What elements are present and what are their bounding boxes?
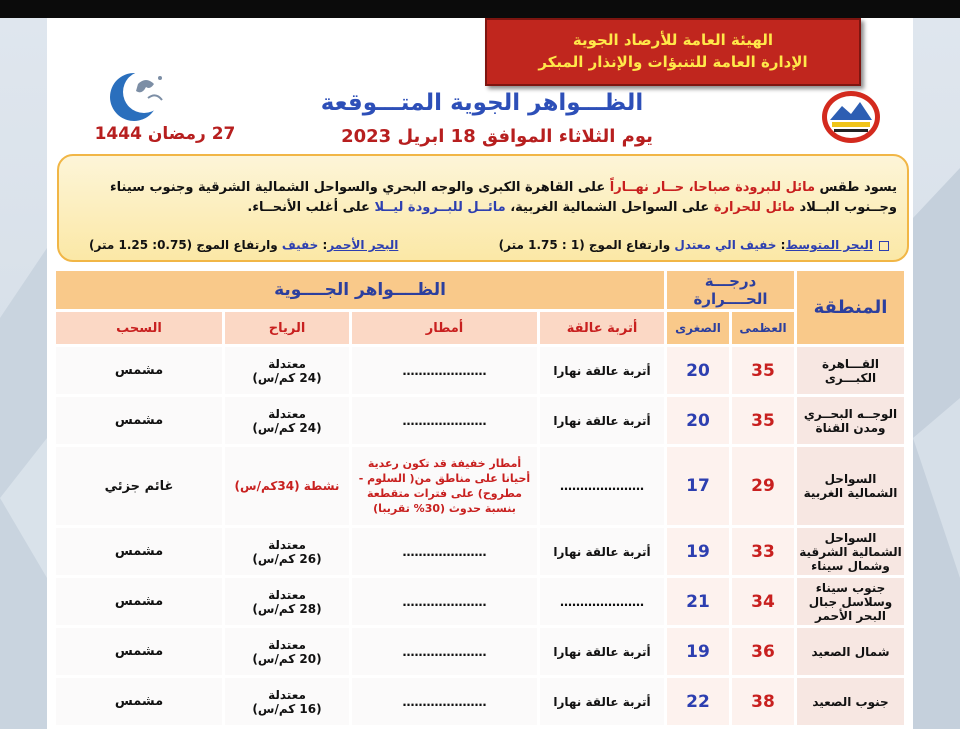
max-temp-cell: 36 bbox=[732, 628, 794, 675]
region-cell: الوجــه البحــري ومدن القناة bbox=[797, 397, 904, 444]
header-wind: الرياح bbox=[225, 312, 349, 344]
min-temp-cell: 19 bbox=[667, 528, 729, 575]
summary-line-1: يسود طقس مائل للبرودة صباحا، حــار نهــاراً على القاهرة الكبرى والوجه البحري والسواحل الشمالية الشرقية وجنوب سيناء bbox=[110, 180, 897, 195]
max-temp-cell: 34 bbox=[732, 578, 794, 625]
table-row bbox=[56, 397, 904, 444]
rain-cell: ………………… bbox=[352, 347, 537, 394]
wind-cell: معتدلة (28 كم/س) bbox=[225, 578, 349, 625]
org-department: الإدارة العامة للتنبؤات والإنذار المبكر bbox=[538, 53, 808, 71]
region-cell: جنوب الصعيد bbox=[797, 678, 904, 725]
clouds-cell: مشمس bbox=[56, 397, 222, 444]
header-region: المنطقة bbox=[797, 271, 904, 344]
wind-cell: معتدلة (24 كم/س) bbox=[225, 347, 349, 394]
table-header-row bbox=[56, 271, 904, 309]
header-max: العظمى bbox=[732, 312, 794, 344]
max-temp-cell: 35 bbox=[732, 347, 794, 394]
ramadan-crescent-icon bbox=[104, 64, 174, 124]
hijri-date: 27 رمضان 1444 bbox=[94, 124, 236, 144]
wind-cell: معتدلة (24 كم/س) bbox=[225, 397, 349, 444]
min-temp-cell: 17 bbox=[667, 447, 729, 525]
forecast-date: يوم الثلاثاء الموافق 18 ابريل 2023 bbox=[341, 126, 653, 147]
dust-cell: أتربة عالقة نهارا bbox=[540, 628, 664, 675]
bulletin-page bbox=[47, 18, 913, 729]
min-temp-cell: 20 bbox=[667, 347, 729, 394]
table-row bbox=[56, 528, 904, 575]
forecast-table bbox=[53, 268, 907, 728]
max-temp-cell: 35 bbox=[732, 397, 794, 444]
clouds-cell: مشمس bbox=[56, 347, 222, 394]
rain-cell: ………………… bbox=[352, 528, 537, 575]
org-name: الهيئة العامة للأرصاد الجوية bbox=[572, 31, 774, 49]
table-row bbox=[56, 447, 904, 525]
region-cell: السواحل الشمالية الشرقية وشمال سيناء bbox=[797, 528, 904, 575]
clouds-cell: مشمس bbox=[56, 628, 222, 675]
header-rain: أمطار bbox=[352, 312, 537, 344]
clouds-cell: مشمس bbox=[56, 528, 222, 575]
region-cell: جنوب سيناء وسلاسل جبال البحر الأحمر bbox=[797, 578, 904, 625]
region-cell: السواحل الشمالية الغربية bbox=[797, 447, 904, 525]
dust-cell: أتربة عالقة نهارا bbox=[540, 678, 664, 725]
max-temp-cell: 29 bbox=[732, 447, 794, 525]
table-subheader-row bbox=[56, 312, 904, 344]
table-row bbox=[56, 628, 904, 675]
header-phenomena: الظــــواهر الجــــوية bbox=[56, 271, 664, 309]
checkbox-square-icon bbox=[879, 241, 889, 251]
wind-cell: معتدلة (20 كم/س) bbox=[225, 628, 349, 675]
table-row bbox=[56, 678, 904, 725]
rain-cell: أمطار خفيفة قد تكون رعدية أحيانا على مناطق من( السلوم - مطروح) على فترات متقطعة بنسبة حدوث (30% تقريبا) bbox=[352, 447, 537, 525]
min-temp-cell: 22 bbox=[667, 678, 729, 725]
clouds-cell: مشمس bbox=[56, 678, 222, 725]
header-clouds: السحب bbox=[56, 312, 222, 344]
wind-cell: معتدلة (26 كم/س) bbox=[225, 528, 349, 575]
summary-line-2: وجــنوب البــلاد مائل للحرارة على السواحل الشمالية الغربية، مائــل للبــرودة ليــلا على أغلب الأنحــاء. bbox=[247, 200, 897, 215]
table-row bbox=[56, 578, 904, 625]
wind-cell: نشطة (34كم/س) bbox=[225, 447, 349, 525]
ema-logo-icon bbox=[820, 88, 882, 146]
clouds-cell: مشمس bbox=[56, 578, 222, 625]
min-temp-cell: 20 bbox=[667, 397, 729, 444]
mediterranean-sea-state: البحر المتوسط: خفيف الي معتدل وارتفاع الموج (1 : 1.75 متر) bbox=[499, 238, 889, 252]
organization-banner bbox=[485, 18, 861, 86]
dust-cell: ………………… bbox=[540, 447, 664, 525]
rain-cell: ………………… bbox=[352, 578, 537, 625]
header-min: الصغرى bbox=[667, 312, 729, 344]
clouds-cell: غائم جزئي bbox=[56, 447, 222, 525]
min-temp-cell: 21 bbox=[667, 578, 729, 625]
weather-summary-box bbox=[57, 154, 909, 262]
dust-cell: ………………… bbox=[540, 578, 664, 625]
header-temperature: درجـــة الحــــرارة bbox=[667, 271, 794, 309]
region-cell: شمال الصعيد bbox=[797, 628, 904, 675]
dust-cell: أتربة عالقة نهارا bbox=[540, 397, 664, 444]
red-sea-state: البحر الأحمر: خفيف وارتفاع الموج (0.75: 1.25 متر) bbox=[89, 238, 399, 252]
max-temp-cell: 38 bbox=[732, 678, 794, 725]
rain-cell: ………………… bbox=[352, 678, 537, 725]
wind-cell: معتدلة (16 كم/س) bbox=[225, 678, 349, 725]
max-temp-cell: 33 bbox=[732, 528, 794, 575]
rain-cell: ………………… bbox=[352, 628, 537, 675]
dust-cell: أتربة عالقة نهارا bbox=[540, 528, 664, 575]
dust-cell: أتربة عالقة نهارا bbox=[540, 347, 664, 394]
region-cell: القـــاهرة الكبـــرى bbox=[797, 347, 904, 394]
header-dust: أتربة عالقة bbox=[540, 312, 664, 344]
rain-cell: ………………… bbox=[352, 397, 537, 444]
table-row bbox=[56, 347, 904, 394]
page-title: الظـــواهر الجوية المتـــوقعة bbox=[320, 90, 644, 116]
min-temp-cell: 19 bbox=[667, 628, 729, 675]
